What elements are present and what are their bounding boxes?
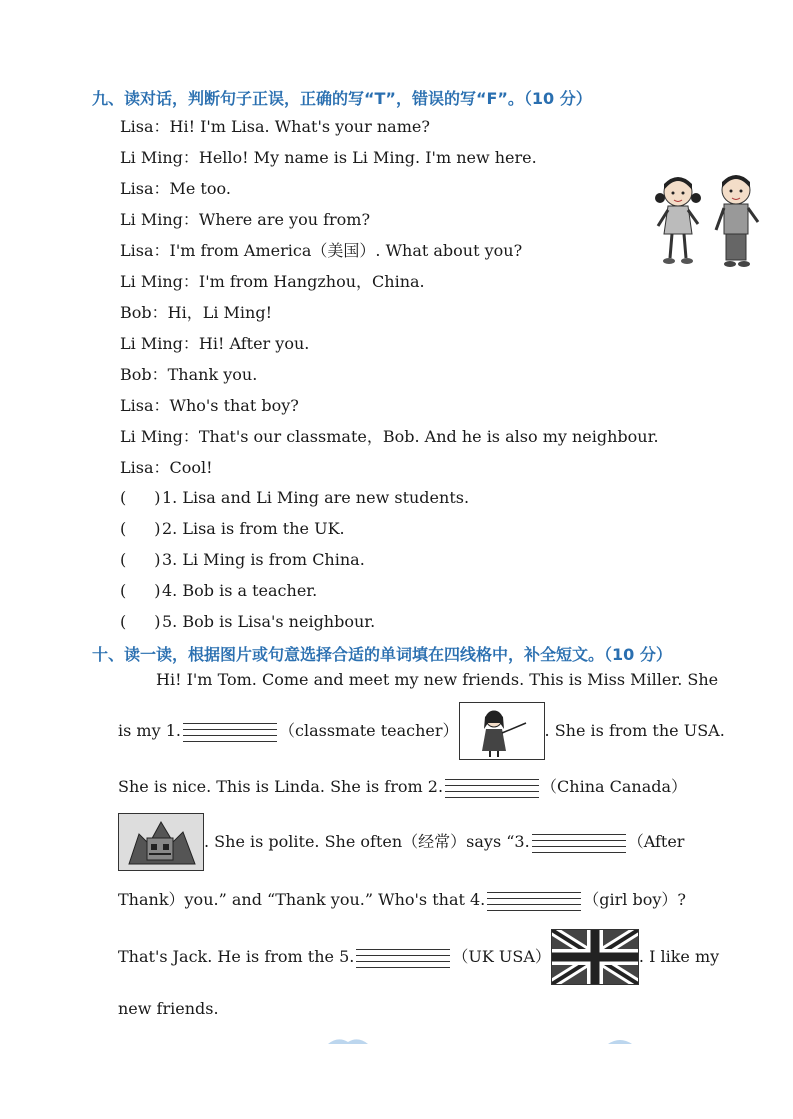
- boy-figure: [716, 175, 758, 267]
- dialogue-line: Bob：Thank you.: [120, 365, 258, 384]
- kids-illustration: [650, 172, 766, 272]
- dialogue-line: Lisa：Who's that boy?: [120, 396, 299, 415]
- wave-decoration-icon: [328, 1036, 368, 1046]
- four-line-blank-2[interactable]: [445, 777, 539, 797]
- dialogue-line: Lisa：Me too.: [120, 179, 231, 198]
- dialogue-line: Li Ming：I'm from Hangzhou，China.: [120, 272, 425, 291]
- passage-line-3: She is nice. This is Linda. She is from 2. （China Canada）: [118, 777, 688, 796]
- passage-line-7: new friends.: [118, 999, 219, 1018]
- dialogue-line: Lisa：Cool!: [120, 458, 213, 477]
- passage-line-6: That's Jack. He is from the 5. （UK USA） . I like my: [118, 928, 762, 986]
- dialogue-line: Lisa：I'm from America（美国）. What about you?: [120, 241, 523, 260]
- section-10-heading: 十、读一读，根据图片或句意选择合适的单词填在四线格中，补全短文。（10 分）: [92, 645, 672, 664]
- uk-flag-picture: [551, 929, 639, 985]
- dialogue-line: Li Ming：That's our classmate，Bob. And he is also my neighbour.: [120, 427, 659, 446]
- dialogue-line: Li Ming：Hi! After you.: [120, 334, 310, 353]
- four-line-blank-4[interactable]: [487, 890, 581, 910]
- dialogue-line: Li Ming：Where are you from?: [120, 210, 371, 229]
- dialogue-line: Lisa：Hi! I'm Lisa. What's your name?: [120, 117, 430, 136]
- wave-decoration-icon: [608, 1036, 632, 1046]
- question-1: ( )1. Lisa and Li Ming are new students.: [120, 488, 470, 507]
- dialogue-line: Li Ming：Hello! My name is Li Ming. I'm new here.: [120, 148, 537, 167]
- teacher-picture: [459, 702, 545, 760]
- question-2: ( )2. Lisa is from the UK.: [120, 519, 345, 538]
- question-4: ( )4. Bob is a teacher.: [120, 581, 318, 600]
- four-line-blank-3[interactable]: [532, 832, 626, 852]
- passage-line-1: Hi! I'm Tom. Come and meet my new friends. This is Miss Miller. She: [156, 670, 719, 689]
- passage-line-4: . She is polite. She often（经常）says “3. （After: [118, 813, 762, 871]
- question-3: ( )3. Li Ming is from China.: [120, 550, 365, 569]
- four-line-blank-1[interactable]: [183, 721, 277, 741]
- dialogue-line: Bob：Hi，Li Ming!: [120, 303, 273, 322]
- canada-picture: [118, 813, 204, 871]
- question-5: ( )5. Bob is Lisa's neighbour.: [120, 612, 376, 631]
- passage-line-2: is my 1. （classmate teacher） . She is from the USA.: [118, 703, 762, 759]
- section-9-heading: 九、读对话，判断句子正误，正确的写“T”，错误的写“F”。（10 分）: [92, 89, 592, 108]
- passage-line-5: Thank）you.” and “Thank you.” Who's that 4. （girl boy）?: [118, 890, 686, 909]
- four-line-blank-5[interactable]: [356, 947, 450, 967]
- girl-figure: [655, 177, 701, 264]
